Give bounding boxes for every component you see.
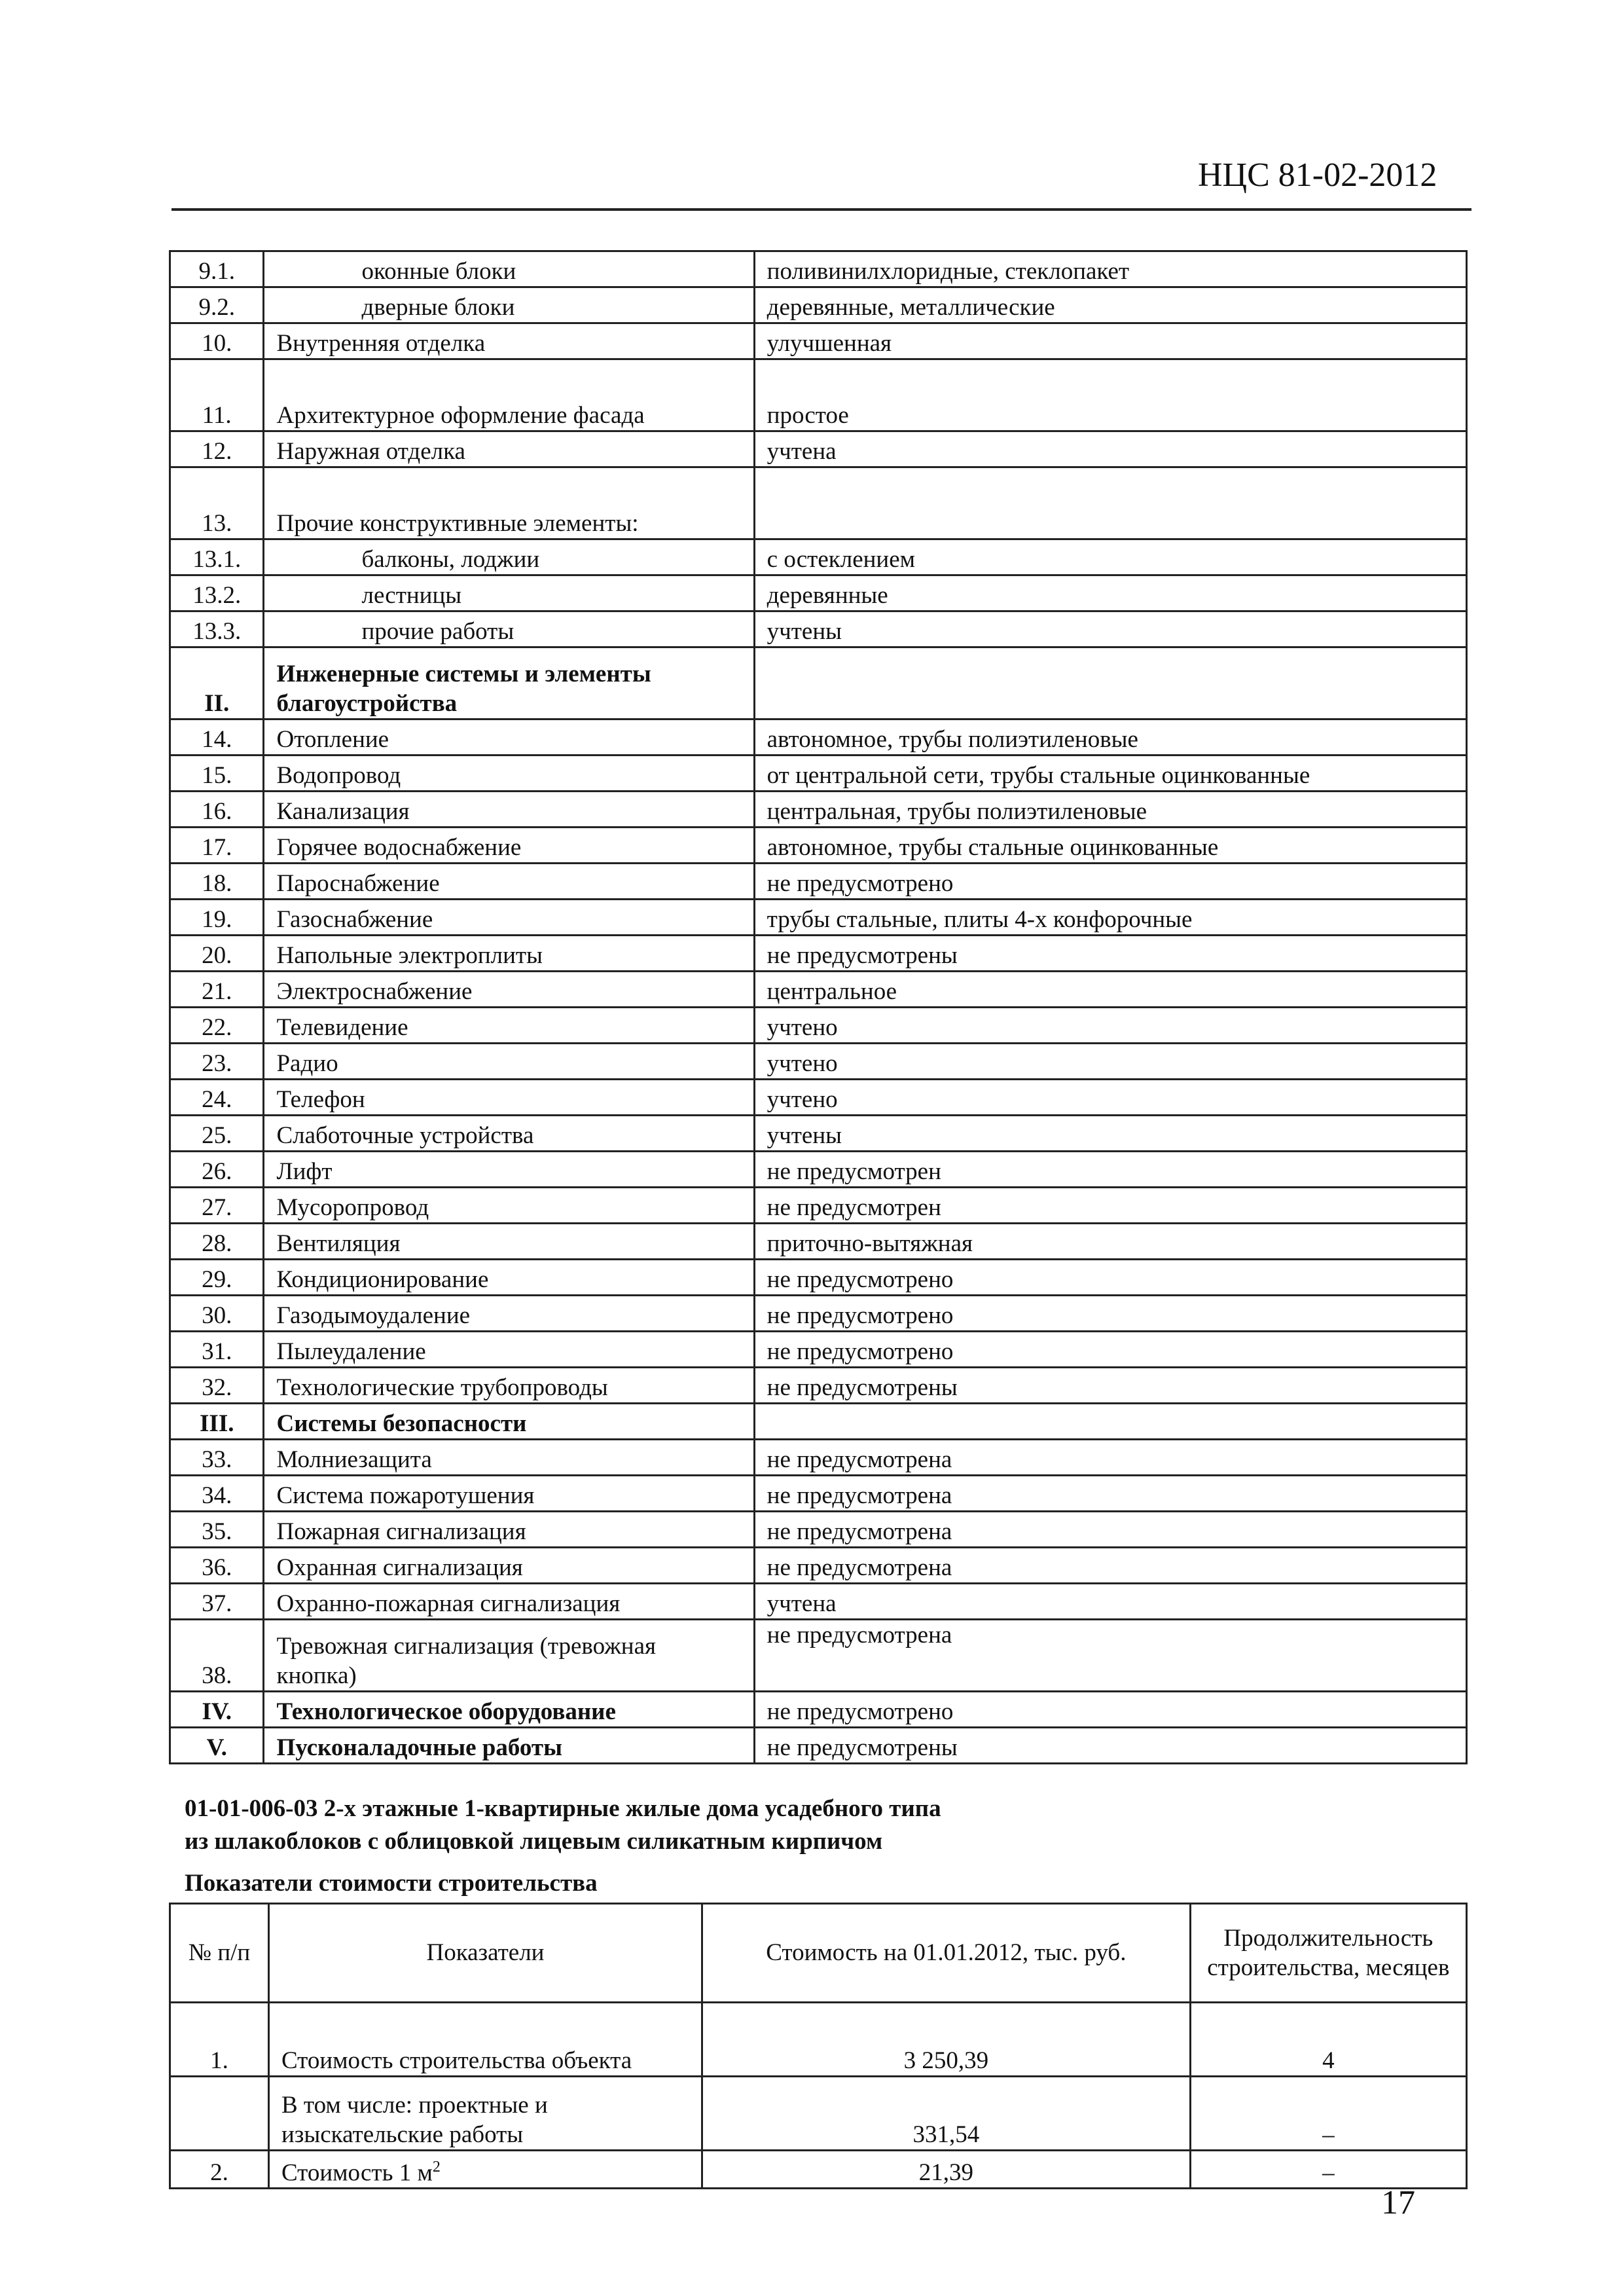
row-element-name: Пылеудаление: [264, 1332, 754, 1368]
row-number: 17.: [170, 828, 264, 864]
table-row: [170, 1512, 1467, 1548]
row-number: 16.: [170, 792, 264, 828]
cell-cost: 331,54: [702, 2077, 1191, 2151]
row-element-value: учтено: [754, 1080, 1466, 1116]
table-row: [170, 1116, 1467, 1152]
table-row: [170, 1548, 1467, 1584]
table-row: [170, 1080, 1467, 1116]
row-element-value: не предусмотрено: [754, 1692, 1466, 1728]
section-title-line-1: 01-01-006-03 2-х этажные 1-квартирные жилые дома усадебного типа: [185, 1795, 941, 1822]
table-row: [170, 1260, 1467, 1296]
table-header-row: [170, 1904, 1467, 2003]
table-row: [170, 1692, 1467, 1728]
table-row: [170, 2151, 1467, 2189]
row-element-value: учтены: [754, 1116, 1466, 1152]
superscript: 2: [432, 2158, 441, 2176]
cell-indicator: В том числе: проектные и изыскательские работы: [268, 2077, 702, 2151]
row-element-name: Тревожная сигнализация (тревожная кнопка): [264, 1620, 754, 1692]
cell-cost: 21,39: [702, 2151, 1191, 2189]
row-element-name: Пароснабжение: [264, 864, 754, 900]
row-element-name: лестницы: [264, 575, 754, 611]
row-number: 24.: [170, 1080, 264, 1116]
row-element-value: не предусмотрено: [754, 1296, 1466, 1332]
table-row: [170, 792, 1467, 828]
row-number: 37.: [170, 1584, 264, 1620]
cell-num: 1.: [170, 2003, 269, 2077]
cell-indicator: [268, 2151, 702, 2189]
row-number: V.: [170, 1728, 264, 1764]
row-number: 27.: [170, 1188, 264, 1224]
row-element-name: Архитектурное оформление фасада: [264, 359, 754, 431]
table-row: [170, 1440, 1467, 1476]
row-number: 20.: [170, 936, 264, 972]
row-number: 15.: [170, 756, 264, 792]
row-number: 9.2.: [170, 287, 264, 323]
header-rule: [171, 208, 1471, 211]
table-row: [170, 1476, 1467, 1512]
row-element-name: прочие работы: [264, 611, 754, 647]
row-element-value: деревянные, металлические: [754, 287, 1466, 323]
row-number: 19.: [170, 900, 264, 936]
table-row: [170, 1620, 1467, 1692]
document-code: НЦС 81-02-2012: [1198, 156, 1437, 194]
row-element-name: Внутренняя отделка: [264, 323, 754, 359]
header-duration: Продолжительность строительства, месяцев: [1190, 1904, 1466, 2003]
row-number: 13.3.: [170, 611, 264, 647]
row-element-value: от центральной сети, трубы стальные оцинкованные: [754, 756, 1466, 792]
row-element-name: балконы, лоджии: [264, 539, 754, 575]
row-element-name: Слаботочные устройства: [264, 1116, 754, 1152]
table-row: [170, 2077, 1467, 2151]
table-row: [170, 1728, 1467, 1764]
row-element-value: учтена: [754, 1584, 1466, 1620]
row-element-value: не предусмотрен: [754, 1188, 1466, 1224]
row-element-name: Инженерные системы и элементы благоустройства: [264, 647, 754, 720]
row-element-value: учтено: [754, 1044, 1466, 1080]
table-row: [170, 1152, 1467, 1188]
row-element-name: Пусконаладочные работы: [264, 1728, 754, 1764]
cost-indicators-table: [169, 1903, 1468, 2189]
row-number: 35.: [170, 1512, 264, 1548]
row-element-value: не предусмотрены: [754, 1728, 1466, 1764]
row-number: 25.: [170, 1116, 264, 1152]
row-number: 38.: [170, 1620, 264, 1692]
row-element-value: улучшенная: [754, 323, 1466, 359]
section-subtitle: Показатели стоимости строительства: [185, 1870, 598, 1897]
row-element-value: не предусмотрена: [754, 1476, 1466, 1512]
table-row: [170, 1008, 1467, 1044]
row-number: 23.: [170, 1044, 264, 1080]
row-element-name: Газоснабжение: [264, 900, 754, 936]
row-element-name: Канализация: [264, 792, 754, 828]
row-number: II.: [170, 647, 264, 720]
row-number: 26.: [170, 1152, 264, 1188]
row-number: 30.: [170, 1296, 264, 1332]
row-element-value: приточно-вытяжная: [754, 1224, 1466, 1260]
row-number: 32.: [170, 1368, 264, 1404]
row-element-value: [754, 467, 1466, 539]
table-row: [170, 828, 1467, 864]
cell-duration: –: [1190, 2151, 1466, 2189]
page-number: 17: [1381, 2184, 1415, 2221]
row-element-value: [754, 1404, 1466, 1440]
row-element-value: деревянные: [754, 575, 1466, 611]
table-row: [170, 1584, 1467, 1620]
table-row: [170, 611, 1467, 647]
row-element-value: трубы стальные, плиты 4-х конфорочные: [754, 900, 1466, 936]
row-element-value: не предусмотрено: [754, 864, 1466, 900]
row-element-value: не предусмотрены: [754, 936, 1466, 972]
section-title-line-2: из шлакоблоков с облицовкой лицевым силикатным кирпичом: [185, 1828, 883, 1855]
cell-duration: –: [1190, 2077, 1466, 2151]
row-element-value: поливинилхлоридные, стеклопакет: [754, 251, 1466, 287]
table-row: [170, 936, 1467, 972]
row-element-value: учтена: [754, 431, 1466, 467]
table-row: [170, 972, 1467, 1008]
row-number: 21.: [170, 972, 264, 1008]
cell-num: 2.: [170, 2151, 269, 2189]
table-row: [170, 1188, 1467, 1224]
header-indicators: Показатели: [268, 1904, 702, 2003]
row-element-name: дверные блоки: [264, 287, 754, 323]
table-row: [170, 1224, 1467, 1260]
specification-table: [169, 250, 1468, 1764]
row-element-name: Газодымоудаление: [264, 1296, 754, 1332]
row-element-name: Технологические трубопроводы: [264, 1368, 754, 1404]
row-element-name: Системы безопасности: [264, 1404, 754, 1440]
cell-cost: 3 250,39: [702, 2003, 1191, 2077]
table-row: [170, 467, 1467, 539]
row-element-name: Горячее водоснабжение: [264, 828, 754, 864]
row-element-value: автономное, трубы полиэтиленовые: [754, 720, 1466, 756]
row-number: 28.: [170, 1224, 264, 1260]
row-element-name: Водопровод: [264, 756, 754, 792]
row-element-value: не предусмотрена: [754, 1440, 1466, 1476]
row-number: 14.: [170, 720, 264, 756]
row-element-value: не предусмотрены: [754, 1368, 1466, 1404]
row-number: III.: [170, 1404, 264, 1440]
row-number: 11.: [170, 359, 264, 431]
table-row: [170, 251, 1467, 287]
row-element-name: Мусоропровод: [264, 1188, 754, 1224]
row-element-value: автономное, трубы стальные оцинкованные: [754, 828, 1466, 864]
table-row: [170, 287, 1467, 323]
table-row: [170, 1296, 1467, 1332]
row-element-name: Пожарная сигнализация: [264, 1512, 754, 1548]
row-element-name: Система пожаротушения: [264, 1476, 754, 1512]
row-element-name: Телевидение: [264, 1008, 754, 1044]
row-element-name: Технологическое оборудование: [264, 1692, 754, 1728]
row-element-name: Молниезащита: [264, 1440, 754, 1476]
row-element-value: учтены: [754, 611, 1466, 647]
table-row: [170, 575, 1467, 611]
row-number: 10.: [170, 323, 264, 359]
row-element-name: Напольные электроплиты: [264, 936, 754, 972]
row-element-name: Лифт: [264, 1152, 754, 1188]
row-element-value: не предусмотрена: [754, 1512, 1466, 1548]
table-row: [170, 1368, 1467, 1404]
row-element-name: Электроснабжение: [264, 972, 754, 1008]
row-element-name: Кондиционирование: [264, 1260, 754, 1296]
row-element-name: Прочие конструктивные элементы:: [264, 467, 754, 539]
row-element-name: Охранно-пожарная сигнализация: [264, 1584, 754, 1620]
table-row: [170, 1404, 1467, 1440]
table-row: [170, 864, 1467, 900]
row-number: 36.: [170, 1548, 264, 1584]
row-element-name: оконные блоки: [264, 251, 754, 287]
row-number: 18.: [170, 864, 264, 900]
row-element-name: Охранная сигнализация: [264, 1548, 754, 1584]
table-row: [170, 900, 1467, 936]
table-row: [170, 359, 1467, 431]
row-number: 33.: [170, 1440, 264, 1476]
cell-indicator: Стоимость строительства объекта: [268, 2003, 702, 2077]
row-element-name: Радио: [264, 1044, 754, 1080]
row-element-value: не предусмотрена: [754, 1620, 1466, 1692]
row-element-value: с остеклением: [754, 539, 1466, 575]
row-number: 31.: [170, 1332, 264, 1368]
table-row: [170, 756, 1467, 792]
row-number: 34.: [170, 1476, 264, 1512]
row-number: 13.: [170, 467, 264, 539]
row-number: 13.1.: [170, 539, 264, 575]
row-element-value: учтено: [754, 1008, 1466, 1044]
row-element-value: не предусмотрено: [754, 1260, 1466, 1296]
row-number: 9.1.: [170, 251, 264, 287]
table-row: [170, 323, 1467, 359]
header-num: № п/п: [170, 1904, 269, 2003]
row-element-value: [754, 647, 1466, 720]
row-element-value: центральное: [754, 972, 1466, 1008]
table-row: [170, 539, 1467, 575]
cell-num: [170, 2077, 269, 2151]
row-element-value: не предусмотрено: [754, 1332, 1466, 1368]
table-row: [170, 720, 1467, 756]
row-element-value: центральная, трубы полиэтиленовые: [754, 792, 1466, 828]
row-number: 12.: [170, 431, 264, 467]
row-element-value: не предусмотрена: [754, 1548, 1466, 1584]
table-row: [170, 2003, 1467, 2077]
row-number: 29.: [170, 1260, 264, 1296]
row-element-name: Вентиляция: [264, 1224, 754, 1260]
header-cost: Стоимость на 01.01.2012, тыс. руб.: [702, 1904, 1191, 2003]
cell-duration: 4: [1190, 2003, 1466, 2077]
row-element-name: Наружная отделка: [264, 431, 754, 467]
table-row: [170, 431, 1467, 467]
table-row: [170, 1332, 1467, 1368]
row-number: 22.: [170, 1008, 264, 1044]
row-number: IV.: [170, 1692, 264, 1728]
table-row: [170, 647, 1467, 720]
row-element-value: не предусмотрен: [754, 1152, 1466, 1188]
indicator-text: Стоимость 1 м: [281, 2159, 433, 2186]
row-element-name: Телефон: [264, 1080, 754, 1116]
row-element-value: простое: [754, 359, 1466, 431]
row-element-name: Отопление: [264, 720, 754, 756]
row-number: 13.2.: [170, 575, 264, 611]
table-row: [170, 1044, 1467, 1080]
